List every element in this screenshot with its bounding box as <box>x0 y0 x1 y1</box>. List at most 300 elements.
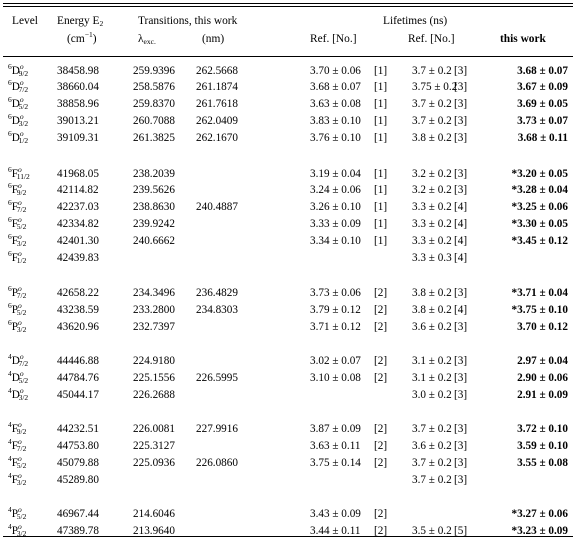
lifetime-ref-1: 3.10 ± 0.08 <box>310 372 361 384</box>
level-term: D <box>11 81 20 93</box>
lifetime-this-work: *3.30 ± 0.05 <box>511 218 568 230</box>
table-row <box>0 285 576 302</box>
lifetime-this-work: 3.73 ± 0.07 <box>517 115 568 127</box>
level-j: 7/2 <box>18 85 29 94</box>
level-parity: o <box>17 284 22 293</box>
level-multiplicity: 4 <box>8 471 12 480</box>
ref-number-1: [2] <box>374 287 388 299</box>
lifetime-ref-2: 3.8 ± 0.2 <box>412 304 452 316</box>
ref-number-2: [3] <box>454 98 468 110</box>
level-term: P <box>11 525 18 537</box>
level-multiplicity: 6 <box>8 249 12 258</box>
transition-1: 213.9640 <box>133 525 175 537</box>
transition-1: 233.2800 <box>133 304 175 316</box>
lifetime-ref-1: 3.70 ± 0.06 <box>310 65 361 77</box>
lifetime-ref-2: 3.3 ± 0.2 <box>412 218 452 230</box>
ref-number-2: [3] <box>454 372 468 384</box>
level-term: P <box>11 304 18 316</box>
level-term: D <box>11 65 20 77</box>
level-parity: o <box>19 112 24 121</box>
top-rule-1 <box>3 3 573 4</box>
lifetime-ref-1: 3.19 ± 0.04 <box>310 168 361 180</box>
ref-number-2: [3] <box>454 287 468 299</box>
ref-number-2: [3] <box>454 132 468 144</box>
level-j: 1/2 <box>16 256 27 265</box>
level-j: 1/2 <box>18 136 29 145</box>
lifetime-this-work: *3.45 ± 0.12 <box>511 235 568 247</box>
lifetime-ref-1: 3.63 ± 0.08 <box>310 98 361 110</box>
ref-number-2: [4] <box>454 252 468 264</box>
transition-2: 262.1670 <box>196 132 238 144</box>
level-multiplicity: 6 <box>8 198 12 207</box>
transition-2: 261.7618 <box>196 98 238 110</box>
lifetime-ref-1: 3.34 ± 0.10 <box>310 235 361 247</box>
transition-1: 232.7397 <box>133 321 175 333</box>
ref-number-1: [2] <box>374 457 388 469</box>
lifetime-ref-2: 3.1 ± 0.2 <box>412 355 452 367</box>
header-lambda-symbol: λ <box>138 33 144 45</box>
level-label <box>8 199 26 216</box>
level-label <box>8 472 26 489</box>
lifetime-ref-2: 3.7 ± 0.2 <box>412 474 452 486</box>
lifetime-ref-2: 3.7 ± 0.2 <box>412 457 452 469</box>
level-label <box>8 370 28 387</box>
energy-value: 44784.76 <box>57 372 99 384</box>
lifetime-ref-2: 3.0 ± 0.2 <box>412 389 452 401</box>
level-j: 9/2 <box>18 69 29 78</box>
ref-number-1: [1] <box>374 168 388 180</box>
ref-number-1: [2] <box>374 508 388 520</box>
top-rule-2 <box>3 6 573 7</box>
transition-2: 226.5995 <box>196 372 238 384</box>
level-j: 7/2 <box>16 205 27 214</box>
header-ref-2: Ref. [No.] <box>408 33 455 45</box>
lifetime-ref-2: 3.7 ± 0.2 <box>412 423 452 435</box>
lifetime-this-work: 2.90 ± 0.06 <box>517 372 568 384</box>
transition-1: 224.9180 <box>133 355 175 367</box>
lifetime-ref-2: 3.3 ± 0.2 <box>412 201 452 213</box>
level-parity: o <box>17 522 22 531</box>
energy-value: 45289.80 <box>57 474 99 486</box>
header-transitions: Transitions, this work <box>138 15 238 27</box>
lifetime-this-work: *3.23 ± 0.09 <box>511 525 568 537</box>
level-j: 5/2 <box>16 222 27 231</box>
energy-value: 42401.30 <box>57 235 99 247</box>
level-j: 3/2 <box>16 239 27 248</box>
level-term: D <box>11 132 20 144</box>
ref-number-2: [3] <box>454 115 468 127</box>
level-term: D <box>11 115 20 127</box>
level-multiplicity: 4 <box>8 522 12 531</box>
transition-1: 226.2688 <box>133 389 175 401</box>
ref-number-2: [3] <box>454 168 468 180</box>
lifetime-ref-1: 3.76 ± 0.10 <box>310 132 361 144</box>
lifetime-ref-2: 3.7 ± 0.2 <box>412 98 452 110</box>
level-j: 5/2 <box>16 461 27 470</box>
energy-value: 47389.78 <box>57 525 99 537</box>
level-label <box>8 353 28 370</box>
level-term: D <box>11 355 20 367</box>
transition-2: 236.4829 <box>196 287 238 299</box>
transition-1: 225.3127 <box>133 440 175 452</box>
energy-value: 38458.98 <box>57 65 99 77</box>
lifetime-ref-1: 3.79 ± 0.12 <box>310 304 361 316</box>
level-term: F <box>11 235 18 247</box>
table-row <box>0 421 576 438</box>
lifetime-ref-1: 3.83 ± 0.10 <box>310 115 361 127</box>
lifetime-ref-1: 3.87 ± 0.09 <box>310 423 361 435</box>
level-label <box>8 250 26 267</box>
level-parity: o <box>17 165 22 174</box>
transition-1: 259.9396 <box>133 65 175 77</box>
energy-value: 42658.22 <box>57 287 99 299</box>
level-j: 3/2 <box>16 478 27 487</box>
level-multiplicity: 6 <box>8 318 12 327</box>
transition-2: 227.9916 <box>196 423 238 435</box>
table-row <box>0 199 576 216</box>
energy-value: 42334.82 <box>57 218 99 230</box>
level-j: 3/2 <box>16 529 27 538</box>
level-label <box>8 96 28 113</box>
level-j: 5/2 <box>18 102 29 111</box>
level-parity: o <box>17 198 22 207</box>
energy-value: 46967.44 <box>57 508 99 520</box>
lifetime-this-work: *3.28 ± 0.04 <box>511 184 568 196</box>
level-j: 5/2 <box>16 512 27 521</box>
level-term: F <box>11 252 18 264</box>
level-multiplicity: 6 <box>8 112 12 121</box>
ref-number-1: [2] <box>374 355 388 367</box>
level-parity: o <box>19 352 24 361</box>
table-row <box>0 302 576 319</box>
lifetime-ref-1: 3.44 ± 0.11 <box>310 525 361 537</box>
ref-number-1: [1] <box>374 218 388 230</box>
level-multiplicity: 4 <box>8 420 12 429</box>
level-parity: o <box>17 181 22 190</box>
level-term: D <box>11 372 20 384</box>
header-energy-unit-sup: −1 <box>84 30 93 39</box>
level-label <box>8 302 26 319</box>
table-row <box>0 63 576 80</box>
energy-value: 44232.51 <box>57 423 99 435</box>
level-multiplicity: 4 <box>8 369 12 378</box>
lifetime-ref-2: 3.2 ± 0.2 <box>412 168 452 180</box>
level-j: 9/2 <box>16 188 27 197</box>
header-energy-unit <box>67 30 97 45</box>
ref-number-2: [3] <box>454 474 468 486</box>
energy-value: 45079.88 <box>57 457 99 469</box>
level-j: 9/2 <box>16 427 27 436</box>
lifetime-this-work: *3.71 ± 0.04 <box>511 287 568 299</box>
transition-1: 225.1556 <box>133 372 175 384</box>
energy-value: 43620.96 <box>57 321 99 333</box>
transition-1: 225.0936 <box>133 457 175 469</box>
ref-number-2: [4] <box>454 304 468 316</box>
level-parity: o <box>17 215 22 224</box>
transition-1: 259.8370 <box>133 98 175 110</box>
lifetime-ref-2: 3.6 ± 0.2 <box>412 321 452 333</box>
level-term: F <box>11 423 18 435</box>
header-level: Level <box>12 15 38 27</box>
ref-number-1: [2] <box>374 321 388 333</box>
header-ref-1: Ref. [No.] <box>310 33 357 45</box>
table-row <box>0 455 576 472</box>
level-label <box>8 216 26 233</box>
ref-number-1: [1] <box>374 65 388 77</box>
level-parity: o <box>19 386 24 395</box>
lifetime-this-work: *3.27 ± 0.06 <box>511 508 568 520</box>
level-label <box>8 455 26 472</box>
header-energy-label: Energy E <box>57 15 100 27</box>
level-term: F <box>11 474 18 486</box>
ref-number-1: [1] <box>374 132 388 144</box>
header-lambda-sub: exc. <box>143 37 156 46</box>
table-row <box>0 166 576 183</box>
header-energy <box>57 15 103 27</box>
level-multiplicity: 4 <box>8 437 12 446</box>
level-label <box>8 421 26 438</box>
energy-value: 38660.04 <box>57 81 99 93</box>
transition-1: 238.8630 <box>133 201 175 213</box>
level-multiplicity: 6 <box>8 95 12 104</box>
level-label <box>8 506 26 523</box>
lifetime-this-work: 2.97 ± 0.04 <box>517 355 568 367</box>
level-term: F <box>11 457 18 469</box>
lifetime-ref-1: 3.71 ± 0.12 <box>310 321 361 333</box>
level-label <box>8 233 26 250</box>
level-label <box>8 319 26 336</box>
lifetime-this-work: *3.20 ± 0.05 <box>511 168 568 180</box>
level-parity: o <box>17 454 22 463</box>
lifetime-this-work: *3.25 ± 0.06 <box>511 201 568 213</box>
energy-value: 44753.80 <box>57 440 99 452</box>
transition-2: 234.8303 <box>196 304 238 316</box>
transition-2: 240.4887 <box>196 201 238 213</box>
lifetime-ref-2: 3.5 ± 0.2 <box>412 525 452 537</box>
level-term: D <box>11 98 20 110</box>
lifetime-ref-1: 3.68 ± 0.07 <box>310 81 361 93</box>
transition-1: 238.2039 <box>133 168 175 180</box>
level-term: F <box>11 440 18 452</box>
transition-1: 261.3825 <box>133 132 175 144</box>
level-parity: o <box>19 129 24 138</box>
table-row <box>0 216 576 233</box>
level-multiplicity: 6 <box>8 165 12 174</box>
lifetime-this-work: 3.59 ± 0.10 <box>517 440 568 452</box>
level-label <box>8 387 28 404</box>
ref-number-2: [3] <box>454 81 468 93</box>
table-row <box>0 130 576 147</box>
header-lifetimes: Lifetimes (ns) <box>383 15 448 27</box>
level-term: P <box>11 508 18 520</box>
table-row <box>0 506 576 523</box>
header-energy-unit-open: (cm <box>67 33 85 45</box>
level-j: 7/2 <box>16 444 27 453</box>
level-parity: o <box>19 369 24 378</box>
energy-value: 42439.83 <box>57 252 99 264</box>
table-row <box>0 319 576 336</box>
level-term: F <box>11 168 18 180</box>
lifetime-ref-1: 3.26 ± 0.10 <box>310 201 361 213</box>
ref-number-2: [5] <box>454 525 468 537</box>
header-energy-sub: 2 <box>99 19 104 28</box>
level-multiplicity: 6 <box>8 232 12 241</box>
level-parity: o <box>17 249 22 258</box>
table-row <box>0 79 576 96</box>
transition-1: 239.9242 <box>133 218 175 230</box>
table-row <box>0 472 576 489</box>
level-parity: o <box>19 95 24 104</box>
ref-number-1: [2] <box>374 304 388 316</box>
level-multiplicity: 6 <box>8 129 12 138</box>
level-multiplicity: 4 <box>8 454 12 463</box>
level-label <box>8 285 26 302</box>
transition-2: 262.0409 <box>196 115 238 127</box>
energy-value: 44446.88 <box>57 355 99 367</box>
ref-number-2: [3] <box>454 389 468 401</box>
lifetime-ref-2: 3.8 ± 0.2 <box>412 287 452 299</box>
lifetime-this-work: *3.75 ± 0.10 <box>511 304 568 316</box>
transition-1: 239.5626 <box>133 184 175 196</box>
ref-number-1: [1] <box>374 81 388 93</box>
transition-2: 262.5668 <box>196 65 238 77</box>
energy-value: 45044.17 <box>57 389 99 401</box>
lifetime-this-work: 3.72 ± 0.10 <box>517 423 568 435</box>
table-row <box>0 387 576 404</box>
energy-value: 39109.31 <box>57 132 99 144</box>
level-label <box>8 523 26 540</box>
level-j: 3/2 <box>16 325 27 334</box>
energy-value: 43238.59 <box>57 304 99 316</box>
lifetime-ref-2: 3.2 ± 0.2 <box>412 184 452 196</box>
table-row <box>0 96 576 113</box>
lifetime-this-work: 3.68 ± 0.11 <box>517 132 568 144</box>
level-parity: o <box>19 78 24 87</box>
level-term: F <box>11 201 18 213</box>
lifetime-ref-1: 3.24 ± 0.06 <box>310 184 361 196</box>
level-multiplicity: 4 <box>8 386 12 395</box>
ref-number-1: [1] <box>374 201 388 213</box>
lifetime-this-work: 3.70 ± 0.12 <box>517 321 568 333</box>
header-this-work: this work <box>500 33 546 45</box>
ref-number-1: [2] <box>374 372 388 384</box>
lifetime-this-work: 2.91 ± 0.09 <box>517 389 568 401</box>
ref-number-1: [2] <box>374 423 388 435</box>
transition-1: 260.7088 <box>133 115 175 127</box>
level-multiplicity: 6 <box>8 78 12 87</box>
transition-1: 234.3496 <box>133 287 175 299</box>
ref-number-2: [3] <box>454 355 468 367</box>
level-j: 7/2 <box>16 291 27 300</box>
transition-2: 226.0860 <box>196 457 238 469</box>
level-j: 5/2 <box>16 308 27 317</box>
ref-number-1: [2] <box>374 525 388 537</box>
lifetime-ref-1: 3.43 ± 0.09 <box>310 508 361 520</box>
level-parity: o <box>17 232 22 241</box>
lifetime-ref-2: 3.7 ± 0.2 <box>412 65 452 77</box>
transition-1: 226.0081 <box>133 423 175 435</box>
lifetime-ref-2: 3.3 ± 0.3 <box>412 252 452 264</box>
level-parity: o <box>17 318 22 327</box>
level-term: P <box>11 287 18 299</box>
table-row <box>0 113 576 130</box>
level-parity: o <box>19 62 24 71</box>
transition-1: 240.6662 <box>133 235 175 247</box>
lifetime-ref-2: 3.1 ± 0.2 <box>412 372 452 384</box>
header-lambda-unit: (nm) <box>202 33 225 45</box>
header-rule <box>3 56 573 57</box>
level-label <box>8 113 28 130</box>
table-row <box>0 523 576 540</box>
lifetime-ref-1: 3.73 ± 0.06 <box>310 287 361 299</box>
ref-number-2: [3] <box>454 184 468 196</box>
level-label <box>8 130 28 147</box>
level-term: D <box>11 389 20 401</box>
level-multiplicity: 6 <box>8 284 12 293</box>
table-row <box>0 353 576 370</box>
energy-value: 38858.96 <box>57 98 99 110</box>
table-row <box>0 182 576 199</box>
header-energy-unit-close: ) <box>92 33 97 45</box>
lifetime-this-work: 3.69 ± 0.05 <box>517 98 568 110</box>
ref-number-2: [3] <box>454 321 468 333</box>
transition-1: 258.5876 <box>133 81 175 93</box>
level-j: 7/2 <box>18 359 29 368</box>
ref-number-2: [3] <box>454 457 468 469</box>
level-parity: o <box>17 471 22 480</box>
level-parity: o <box>17 301 22 310</box>
lifetime-ref-2: 3.8 ± 0.2 <box>412 132 452 144</box>
level-label <box>8 438 26 455</box>
table-row <box>0 250 576 267</box>
lifetime-ref-2: 3.6 ± 0.2 <box>412 440 452 452</box>
ref-number-2: [4] <box>454 235 468 247</box>
level-parity: o <box>17 505 22 514</box>
table-row <box>0 438 576 455</box>
level-multiplicity: 4 <box>8 505 12 514</box>
ref-number-1: [1] <box>374 235 388 247</box>
transition-2: 261.1874 <box>196 81 238 93</box>
transition-1: 214.6046 <box>133 508 175 520</box>
level-j: 5/2 <box>18 376 29 385</box>
ref-number-1: [1] <box>374 184 388 196</box>
table-row <box>0 370 576 387</box>
energy-value: 41968.05 <box>57 168 99 180</box>
ref-number-2: [4] <box>454 218 468 230</box>
lifetime-this-work: 3.55 ± 0.08 <box>517 457 568 469</box>
level-term: F <box>11 184 18 196</box>
lifetime-ref-2: 3.75 ± 0.2 <box>412 81 458 93</box>
lifetime-ref-1: 3.02 ± 0.07 <box>310 355 361 367</box>
level-multiplicity: 6 <box>8 181 12 190</box>
level-term: F <box>11 218 18 230</box>
energy-value: 42237.03 <box>57 201 99 213</box>
lifetime-this-work: 3.67 ± 0.09 <box>517 81 568 93</box>
level-parity: o <box>17 420 22 429</box>
ref-number-1: [2] <box>374 440 388 452</box>
lifetime-ref-1: 3.63 ± 0.11 <box>310 440 361 452</box>
lifetime-ref-1: 3.33 ± 0.09 <box>310 218 361 230</box>
level-j: 3/2 <box>18 393 29 402</box>
level-multiplicity: 4 <box>8 352 12 361</box>
lifetime-ref-2: 3.7 ± 0.2 <box>412 115 452 127</box>
level-multiplicity: 6 <box>8 215 12 224</box>
level-multiplicity: 6 <box>8 301 12 310</box>
level-term: P <box>11 321 18 333</box>
energy-value: 42114.82 <box>57 184 99 196</box>
level-label <box>8 182 26 199</box>
table-row <box>0 233 576 250</box>
